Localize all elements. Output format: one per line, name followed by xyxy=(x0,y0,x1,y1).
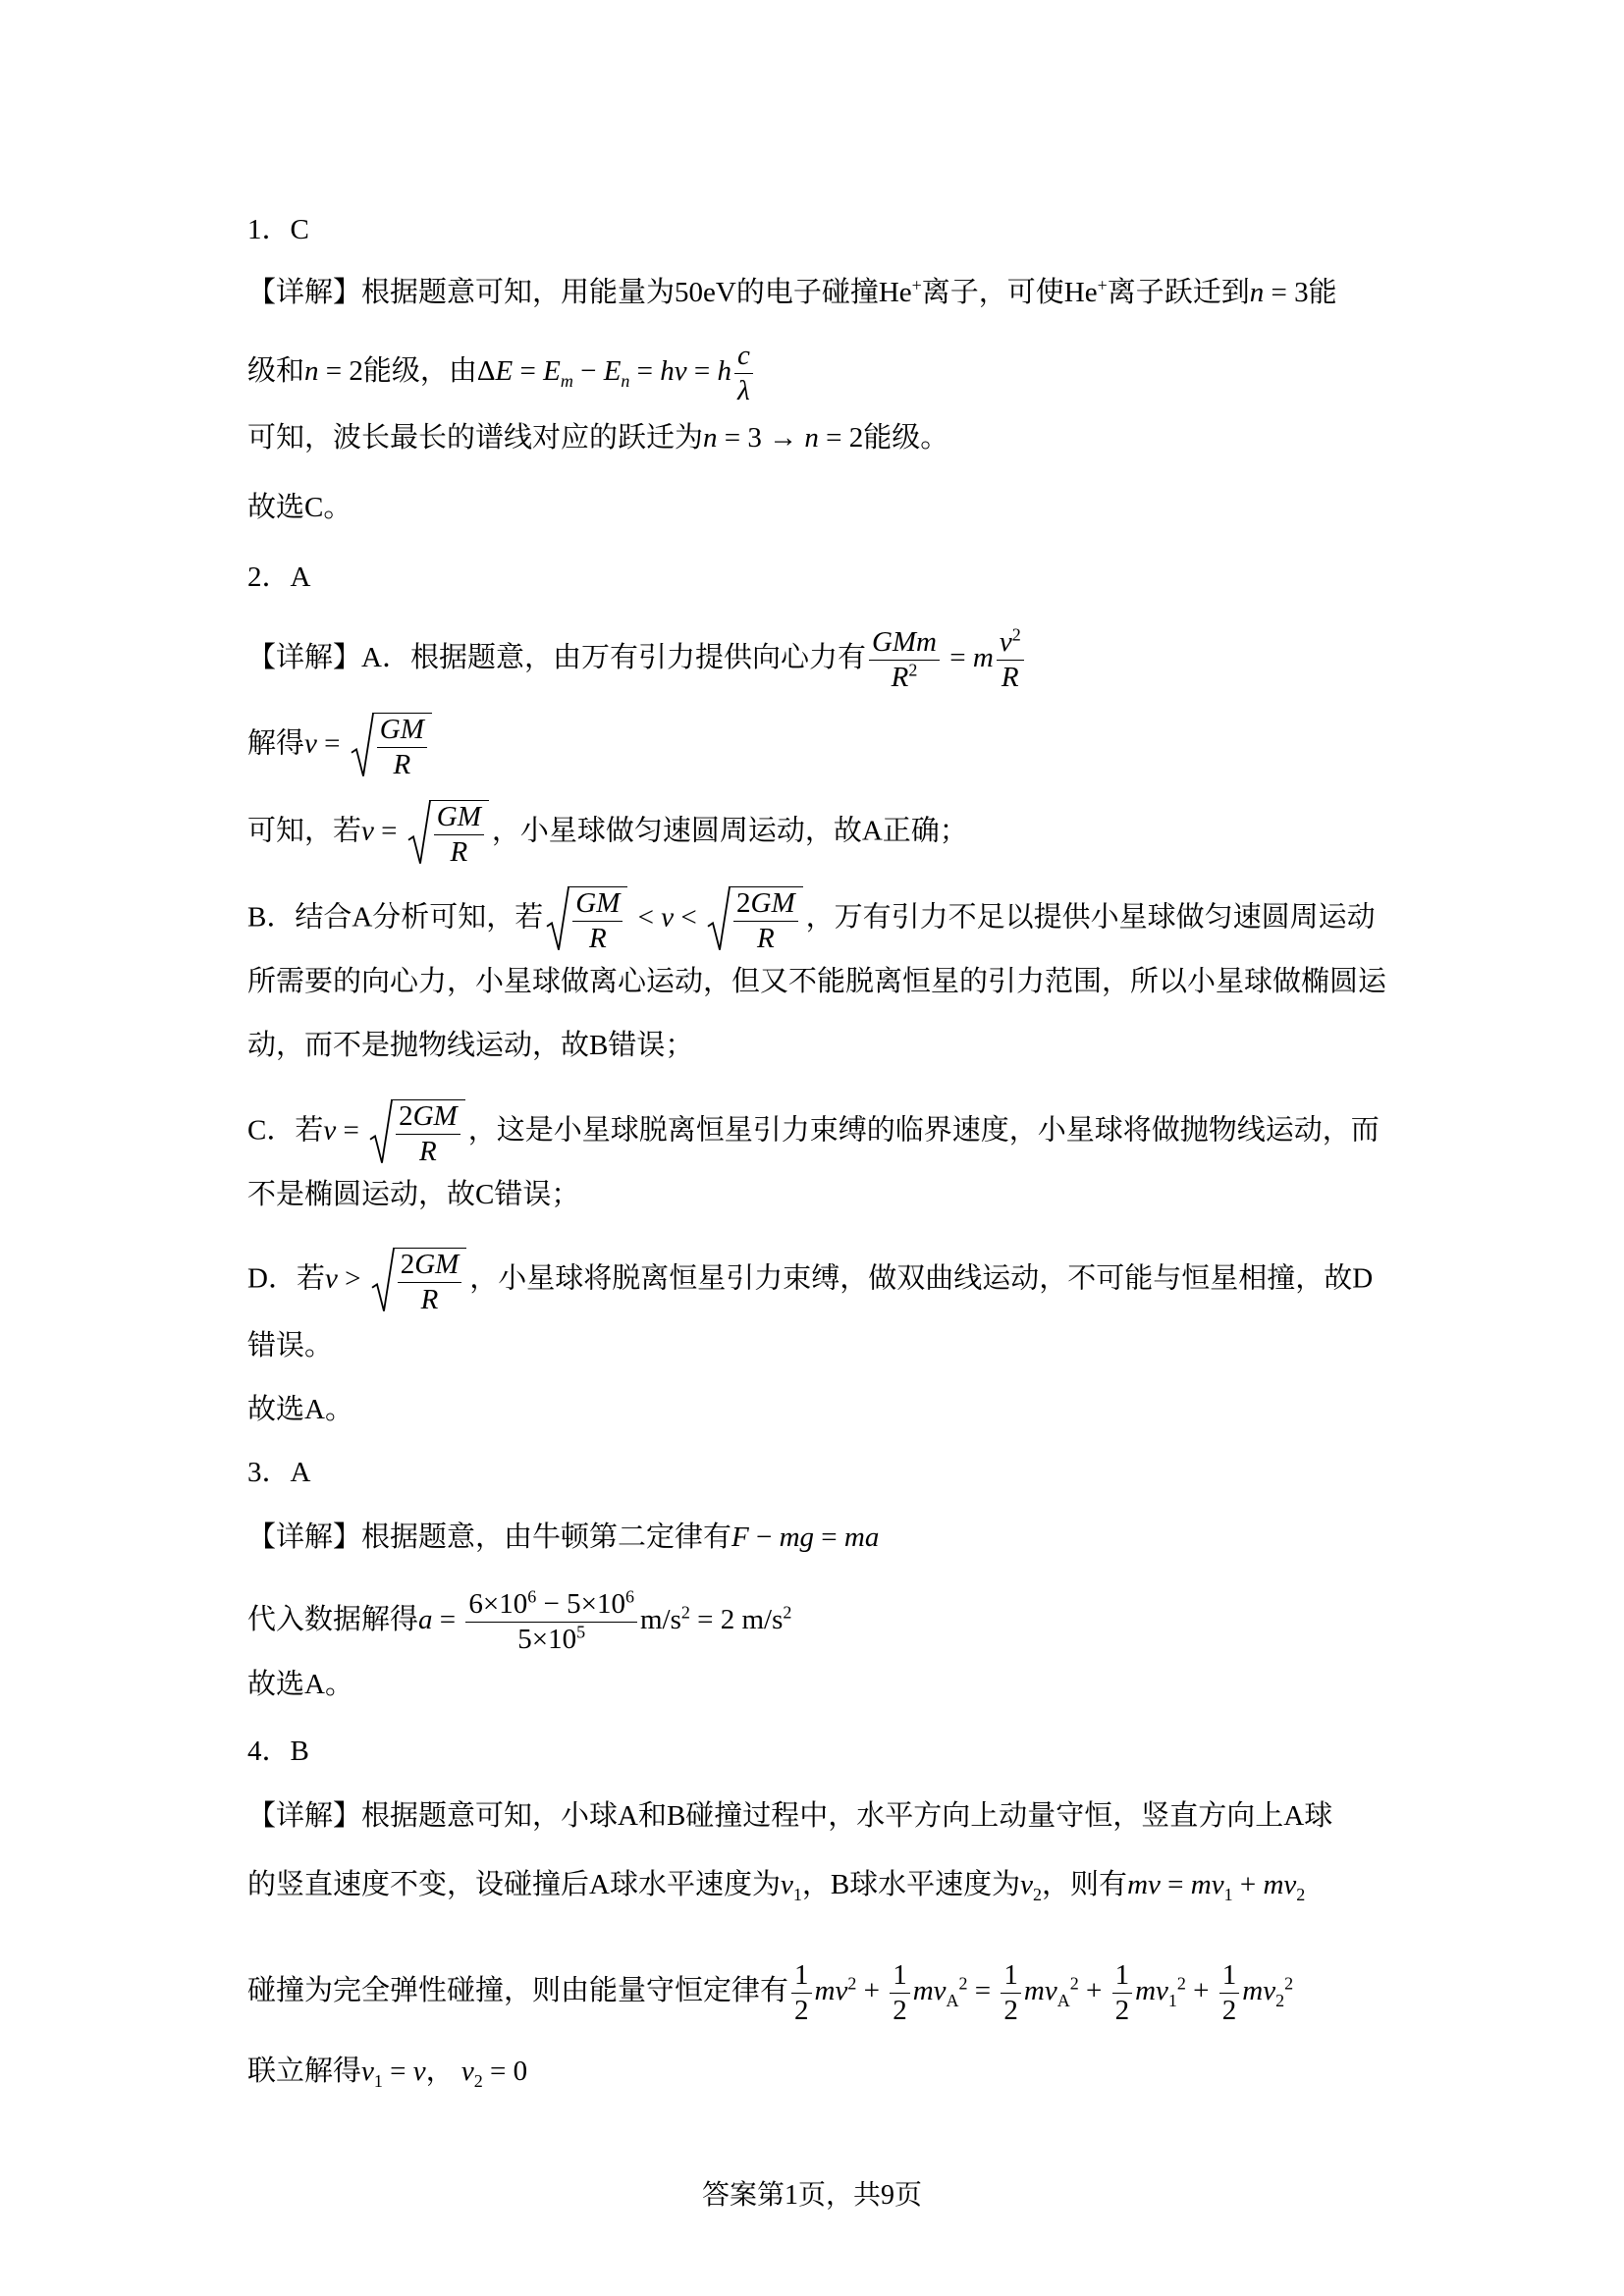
q4-text: 的竖直速度不变，设碰撞后A球水平速度为 xyxy=(247,1869,781,1900)
q1-line2: 级和n = 2能级，由$\Delta E = E_m - E_n = h\nu = h$ $\frac{c}{\lambda}$ xyxy=(247,342,756,405)
q2-text: ，这是小星球脱离恒星引力束缚的临界速度，小星球将做抛物线运动，而 xyxy=(467,1114,1380,1147)
q4-text: ，B球水平速度为 xyxy=(801,1869,1021,1900)
q2-text: D．若 xyxy=(247,1262,325,1295)
q4-answer: 4．B xyxy=(247,1735,309,1767)
q4-text: 碰撞为完全弹性碰撞，则由能量守恒定律有 xyxy=(247,1975,789,2007)
q1-text: 离子跃迁到 xyxy=(1107,277,1250,308)
q4-line4: 联立解得$v_1 = v$， $v_2 = 0$ xyxy=(247,2056,528,2091)
q4-line2: 的竖直速度不变，设碰撞后A球水平速度为$v_1$，B球水平速度为$v_2$，则有mv = $mv_1 + mv_2$ xyxy=(247,1869,1306,1904)
q3-text: 【详解】根据题意，由牛顿第二定律有 xyxy=(247,1522,732,1553)
q1-line1: 【详解】根据题意可知，用能量为50eV的电子碰撞He+离子，可使He+离子跃迁到n = 3能 xyxy=(247,275,1337,308)
q4-line3: 碰撞为完全弹性碰撞，则由能量守恒定律有 $\frac{1}{2}$ $mv^2$ + $\frac{1}{2}$ $mv_A^2$ = $\frac{1}{2}$ $mv_A^2$ + $\frac{1}{2}$ $mv_1^2$ + $\frac{1}{2}$ $mv_2^2$ xyxy=(247,1959,1294,2026)
q4-line1: 【详解】根据题意可知，小球A和B碰撞过程中，水平方向上动量守恒，竖直方向上A球 xyxy=(247,1800,1333,1832)
formula-c-over-lambda: $\frac{c}{\lambda}$ xyxy=(734,342,753,405)
q1-answer: 1．C xyxy=(247,214,309,245)
q4-text: ，则有 xyxy=(1042,1869,1128,1900)
q1-text: 离子，可使He xyxy=(921,277,1098,308)
q2-line3: 可知，若v = $\frac{GM}{R}$ ，小星球做匀速圆周运动，故A正确； xyxy=(247,801,968,868)
q3-answer: 3．A xyxy=(247,1457,311,1488)
q2-line7: C．若v = $\frac{2GM}{R}$ ，这是小星球脱离恒星引力束缚的临界速度，小星球将做抛物线运动，而 xyxy=(247,1100,1380,1167)
page-footer: 答案第1页，共9页 xyxy=(701,2180,922,2211)
q1-text: 能级。 xyxy=(863,422,949,454)
q2-line9: D．若v > $\frac{2GM}{R}$ ，小星球将脱离恒星引力束缚，做双曲线运动，不可能与恒星相撞，故D xyxy=(247,1249,1374,1315)
q2-answer: 2．A xyxy=(247,561,311,593)
q1-text: 级和 xyxy=(247,355,305,388)
q4-text: 联立解得 xyxy=(247,2056,362,2087)
q1-text: 可知，波长最长的谱线对应的跃迁为 xyxy=(247,422,704,454)
q1-text: 【详解】根据题意可知，用能量为50eV的电子碰撞He xyxy=(247,277,912,308)
q2-text: C．若 xyxy=(247,1114,324,1147)
q2-line6: 动，而不是抛物线运动，故B错误； xyxy=(247,1030,694,1061)
q2-text: B．结合A分析可知，若 xyxy=(247,901,544,934)
q3-line1: 【详解】根据题意，由牛顿第二定律有F − mg = ma xyxy=(247,1522,880,1553)
q2-text: ，小星球将脱离恒星引力束缚，做双曲线运动，不可能与恒星相撞，故D xyxy=(469,1262,1374,1295)
q2-conclusion: 故选A。 xyxy=(247,1394,353,1425)
q2-text: 可知，若 xyxy=(247,815,362,847)
q4-text: ， xyxy=(425,2056,455,2087)
q1-line3: 可知，波长最长的谱线对应的跃迁为n = 3 → n = 2能级。 xyxy=(247,422,949,454)
q3-conclusion: 故选A。 xyxy=(247,1669,353,1700)
q2-text: 【详解】A．根据题意，由万有引力提供向心力有 xyxy=(247,642,866,674)
q2-line10: 错误。 xyxy=(247,1330,334,1362)
q2-line5: 所需要的向心力，小星球做离心运动，但又不能脱离恒星的引力范围，所以小星球做椭圆运 xyxy=(247,966,1387,997)
q2-line2: 解得v = $\frac{GM}{R}$ xyxy=(247,713,435,779)
q2-line1: 【详解】A．根据题意，由万有引力提供向心力有 $\frac{\text{GMm}}{R^2}$ = m $\frac{v^2}{R}$ xyxy=(247,628,1027,692)
q1-text: 能 xyxy=(1308,277,1337,308)
q1-text: 能级，由 xyxy=(362,355,477,388)
q2-text: ，小星球做匀速圆周运动，故A正确； xyxy=(491,815,968,847)
q3-line2: 代入数据解得a = $\frac{6\times 10^6 - 5\times 10^6}{5\times 10^5}$ $m/s^2 = 2$ $m/s^2$ xyxy=(247,1586,792,1655)
q2-line8: 不是椭圆运动，故C错误； xyxy=(247,1179,580,1210)
q3-text: 代入数据解得 xyxy=(247,1604,419,1636)
q2-text: 解得 xyxy=(247,727,305,760)
q1-conclusion: 故选C。 xyxy=(247,492,352,523)
q2-text: ，万有引力不足以提供小星球做匀速圆周运动 xyxy=(805,901,1376,934)
q2-line4: B．结合A分析可知，若 $\frac{GM}{R}$ < v < $\frac{2GM}{R}$ ，万有引力不足以提供小星球做匀速圆周运动 xyxy=(247,887,1376,954)
